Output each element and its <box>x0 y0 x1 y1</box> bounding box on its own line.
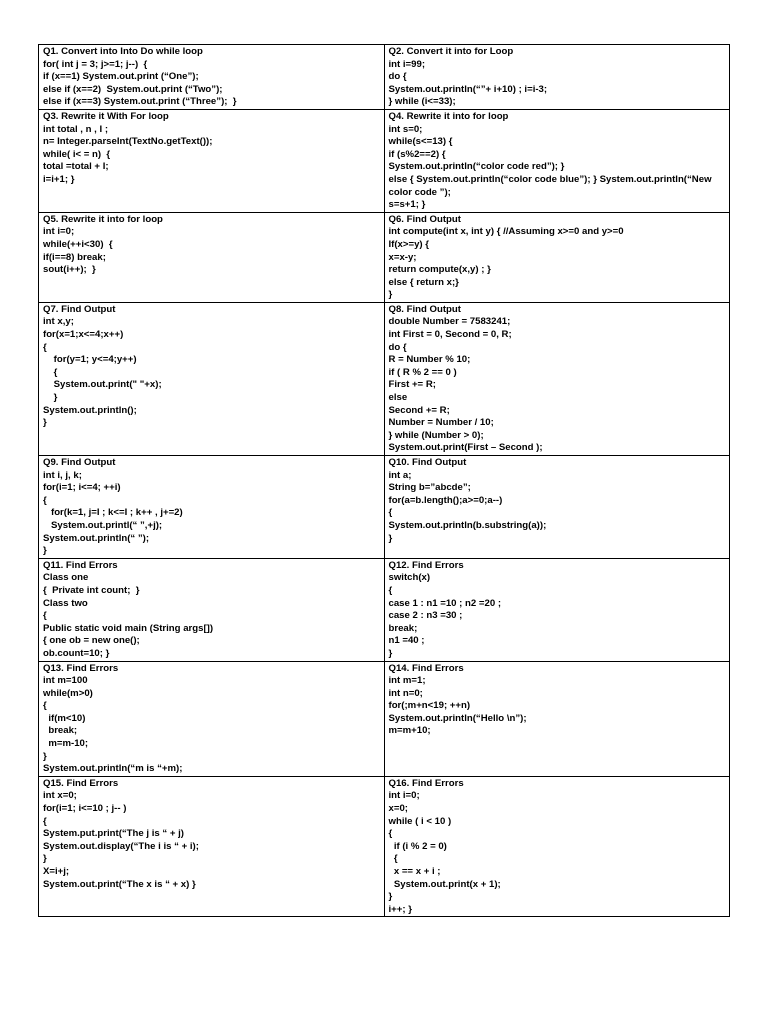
code-line: System.out.print(" "+x); <box>43 379 162 391</box>
code-line: { <box>388 828 393 840</box>
question-cell <box>384 212 730 302</box>
code-line: for( int j = 3; j>=1; j--) { <box>43 58 148 70</box>
question-title: Q7. Find Output <box>43 303 116 315</box>
code-line: int First = 0, Second = 0, R; <box>388 329 512 341</box>
code-line: if (x==1) System.out.print (“One”); <box>43 71 199 83</box>
code-line: System.out.println(); <box>43 404 137 416</box>
code-line: Class one <box>43 572 89 584</box>
code-line: int compute(int x, int y) { //Assuming x>=0 and y>=0 <box>388 226 624 238</box>
code-line: { <box>388 584 393 596</box>
code-line: If(x>=y) { <box>388 238 430 250</box>
code-line: int m=100 <box>43 675 88 687</box>
code-line: } while (i<=33); <box>388 96 456 108</box>
code-line: { <box>43 494 47 506</box>
code-line: else { return x;} <box>388 276 459 288</box>
question-cell <box>384 776 730 917</box>
question-title: Q8. Find Output <box>388 303 461 315</box>
code-line: int i=0; <box>388 790 420 802</box>
code-line: System.out.println(“m is “+m); <box>43 763 183 775</box>
code-line: for(i=1; i<=10 ; j-- ) <box>43 803 127 815</box>
question-title: Q14. Find Errors <box>388 662 464 674</box>
question-title: Q11. Find Errors <box>43 559 118 571</box>
code-line: return compute(x,y) ; } <box>388 264 491 276</box>
question-row <box>39 661 730 776</box>
question-title: Q6. Find Output <box>388 213 461 225</box>
code-line: for(y=1; y<=4;y++) <box>43 354 137 366</box>
question-row <box>39 776 730 917</box>
question-title: Q15. Find Errors <box>43 777 119 789</box>
code-line: System.out.println(“color code red”); } <box>388 161 565 173</box>
code-line: System.out.print(x + 1); <box>388 878 501 890</box>
code-line: n1 =40 ; <box>388 635 425 647</box>
code-line: total =total + I; <box>43 161 109 173</box>
code-line: for(k=1, j=I ; k<=I ; k++ , j+=2) <box>43 507 183 519</box>
code-line: while(m>0) <box>43 687 93 699</box>
code-line: s=s+1; } <box>388 199 426 211</box>
question-title: Q5. Rewrite it into for loop <box>43 213 163 225</box>
question-row <box>39 45 730 110</box>
code-line: double Number = 7583241; <box>388 316 511 328</box>
question-row <box>39 109 730 212</box>
code-line: System.out.println(b.substring(a)); <box>388 519 547 531</box>
code-line: int n=0; <box>388 687 423 699</box>
question-cell <box>384 456 730 559</box>
code-line: X=i+j; <box>43 866 70 877</box>
code-line: while(s<=13) { <box>388 136 453 148</box>
question-cell <box>384 661 730 776</box>
code-line: else { System.out.println(“color code blue”); } System.out.println(“New color code ”); <box>388 173 715 198</box>
code-line: } <box>43 545 47 557</box>
questions-table-body <box>39 45 730 917</box>
question-cell <box>39 661 385 776</box>
code-line: m=m-10; <box>43 738 89 750</box>
question-title: Q1. Convert into Into Do while loop <box>43 46 203 57</box>
code-line: int total , n , I ; <box>43 123 109 135</box>
code-line: { <box>388 507 393 519</box>
code-line: else if (x==3) System.out.print (“Three”); } <box>43 96 237 108</box>
code-line: int a; <box>388 469 412 481</box>
question-title: Q10. Find Output <box>388 457 467 468</box>
code-line: int i, j, k; <box>43 469 82 481</box>
question-cell <box>39 558 385 661</box>
question-title: Q4. Rewrite it into for loop <box>388 110 509 122</box>
code-line: System.out.println(“Hello \n”); <box>388 712 527 724</box>
code-line: int x,y; <box>43 316 74 328</box>
code-line: for(x=1;x<=4;x++) <box>43 329 124 341</box>
code-line: if(i==8) break; <box>43 251 106 263</box>
code-line: while ( i < 10 ) <box>388 815 452 827</box>
code-line: } <box>43 392 58 404</box>
code-line: { <box>388 853 398 865</box>
code-line: do { <box>388 341 407 353</box>
code-line: System.out.printl(“ ”,+j); <box>43 519 163 531</box>
code-line: } while (Number > 0); <box>388 429 484 441</box>
question-title: Q9. Find Output <box>43 457 116 468</box>
code-line: System.out.print(“The x is “ + x) } <box>43 878 196 890</box>
question-row <box>39 302 730 455</box>
code-line: Second += R; <box>388 404 450 416</box>
code-line: Number = Number / 10; <box>388 417 494 429</box>
code-line: do { <box>388 71 407 83</box>
code-line: { <box>43 700 47 712</box>
code-line: System.out.print(First – Second ); <box>388 442 543 454</box>
code-line: System.out.println(“ ”); <box>43 532 150 544</box>
question-row <box>39 456 730 559</box>
question-cell <box>39 212 385 302</box>
code-line: switch(x) <box>388 572 431 584</box>
code-line: while(++i<30) { <box>43 238 113 250</box>
code-line: { Private int count; } <box>43 584 140 596</box>
question-cell <box>39 302 385 455</box>
code-line: sout(i++); } <box>43 264 96 276</box>
code-line: R = Number % 10; <box>388 354 471 366</box>
code-line: } <box>388 647 393 659</box>
code-line: } <box>388 532 393 544</box>
question-cell <box>384 45 730 110</box>
code-line: int i=0; <box>43 226 75 238</box>
question-row <box>39 212 730 302</box>
code-line: if(m<10) <box>43 712 86 724</box>
code-line: m=m+10; <box>388 725 431 737</box>
code-line: int i=99; <box>388 58 426 70</box>
code-line: if ( R % 2 == 0 ) <box>388 366 457 378</box>
code-line: i++; } <box>388 903 412 915</box>
code-line: if (s%2==2) { <box>388 148 446 160</box>
question-cell <box>39 109 385 212</box>
code-line: { <box>43 610 47 622</box>
code-line: n= Integer.parseInt(TextNo.getText()); <box>43 136 213 148</box>
code-line: break; <box>43 725 78 737</box>
code-line: ob.count=10; } <box>43 647 110 659</box>
code-line: First += R; <box>388 379 436 391</box>
code-line: int s=0; <box>388 123 423 135</box>
code-line: String b=”abcde”; <box>388 482 471 494</box>
code-line: { <box>43 366 58 378</box>
code-line: System.put.print(“The j is “ + j) <box>43 828 184 840</box>
question-row <box>39 558 730 661</box>
code-line: int x=0; <box>43 790 77 802</box>
code-line: { one ob = new one(); <box>43 635 140 647</box>
code-line: } <box>388 891 393 903</box>
code-line: case 2 : n3 =30 ; <box>388 610 463 622</box>
code-line: for(;m+n<19; ++n) <box>388 700 471 712</box>
code-line: while( i< = n) { <box>43 148 111 160</box>
code-line: { <box>43 341 47 353</box>
questions-table <box>38 44 730 917</box>
code-line: { <box>43 815 47 827</box>
question-title: Q3. Rewrite it With For loop <box>43 110 169 122</box>
question-title: Q12. Find Errors <box>388 559 464 571</box>
code-line: System.out.println(“”+ i+10) ; i=i-3; <box>388 83 548 95</box>
code-line: Public static void main (String args[]) <box>43 622 214 634</box>
question-cell <box>384 558 730 661</box>
code-line: } <box>43 417 47 429</box>
code-line: } <box>43 853 47 865</box>
question-title: Q16. Find Errors <box>388 777 464 789</box>
question-title: Q13. Find Errors <box>43 662 119 674</box>
code-line: System.out.display(“The i is “ + i); <box>43 840 199 852</box>
code-line: if (i % 2 = 0) <box>388 840 447 852</box>
question-cell <box>39 776 385 917</box>
code-line: x=0; <box>388 803 408 815</box>
code-line: x=x-y; <box>388 251 417 263</box>
question-cell <box>39 45 385 110</box>
question-cell <box>384 109 730 212</box>
code-line: Class two <box>43 597 88 609</box>
code-line: break; <box>388 622 418 634</box>
code-line: int m=1; <box>388 675 426 687</box>
code-line: i=i+1; } <box>43 173 75 185</box>
question-title: Q2. Convert it into for Loop <box>388 46 514 57</box>
code-line: for(a=b.length();a>=0;a--) <box>388 494 503 506</box>
question-cell <box>384 302 730 455</box>
code-line: for(i=1; i<=4; ++i) <box>43 482 121 494</box>
question-cell <box>39 456 385 559</box>
code-line: else if (x==2) System.out.print (“Two”); <box>43 83 223 95</box>
code-line: } <box>388 289 393 301</box>
code-line: } <box>43 750 47 762</box>
code-line: case 1 : n1 =10 ; n2 =20 ; <box>388 597 502 609</box>
code-line: x == x + i ; <box>388 866 441 877</box>
code-line: else <box>388 392 408 404</box>
